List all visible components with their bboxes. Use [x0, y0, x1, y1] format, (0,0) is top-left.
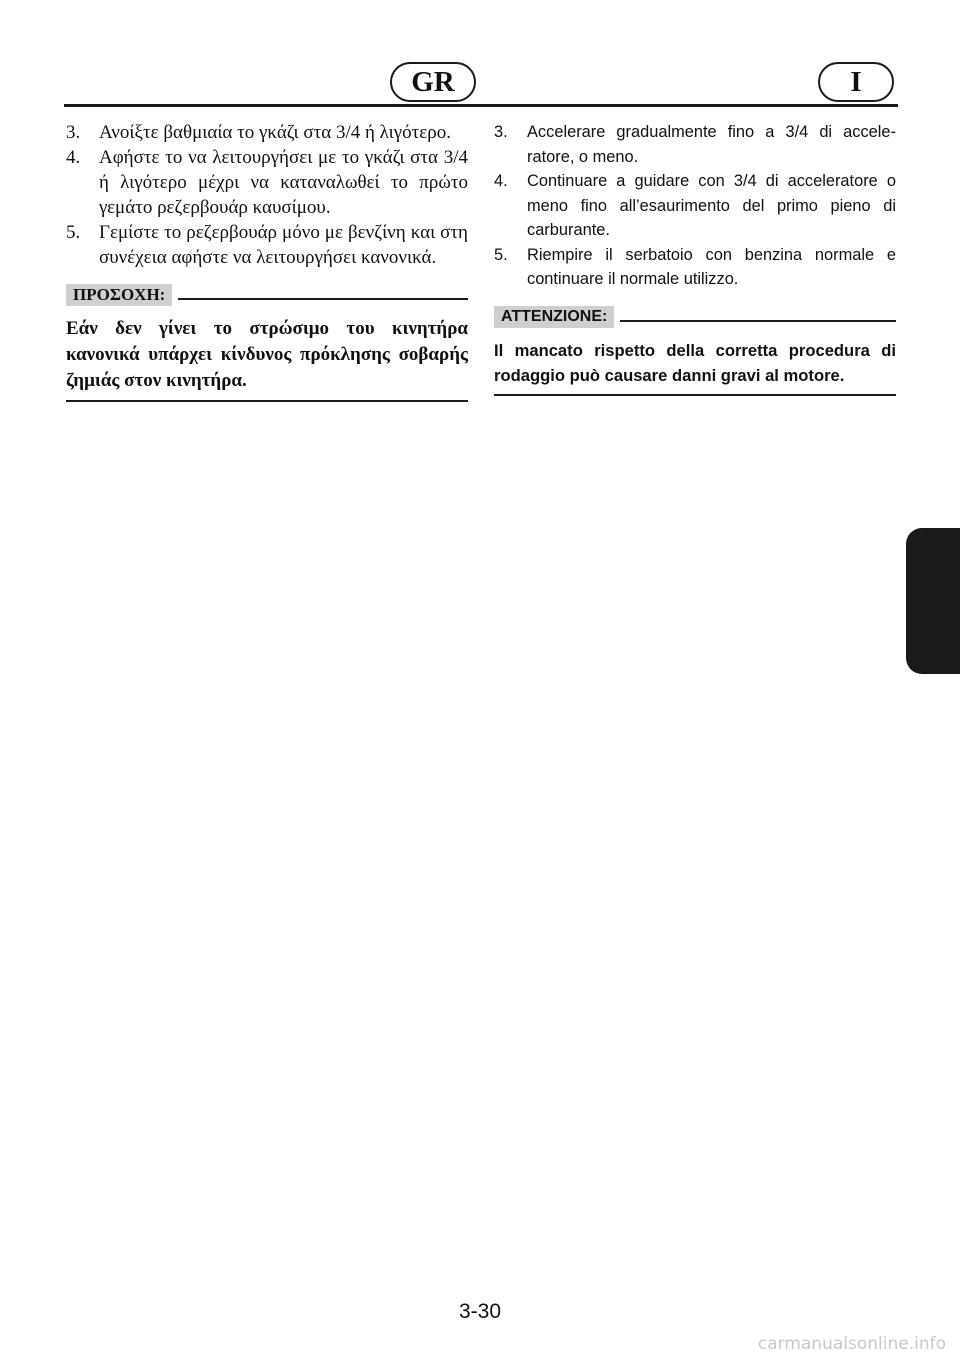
language-tab-italian: I — [818, 62, 894, 102]
section-thumb-tab — [906, 528, 960, 674]
greek-column — [66, 120, 468, 402]
list-item — [66, 220, 468, 270]
step-text: Riempire il serbatoio con benzina normale e continuare il normale utilizzo. — [527, 245, 896, 288]
list-item — [494, 243, 896, 292]
italian-steps — [494, 120, 896, 292]
step-number: 5. — [494, 245, 508, 264]
step-number: 3. — [66, 122, 81, 143]
step-number: 3. — [494, 123, 508, 141]
italian-column — [494, 120, 896, 396]
step-text: Continuare a guidare con 3/4 di acceleratore o meno fino all’esaurimento del primo pieno di carburante. — [527, 172, 896, 239]
step-text: Αφήστε το να λειτουργήσει με το γκάζι στα 3/4 ή λιγότερο μέχρι να καταναλωθεί το πρώτο γεμάτο ρεζερβουάρ καυσίμου. — [99, 147, 468, 218]
caution-text: Il mancato rispetto della corretta procedura di rodaggio può causare danni gravi al motore. — [494, 338, 896, 396]
caution-label: ATTENZIONE: — [494, 306, 614, 328]
step-number: 5. — [66, 222, 81, 243]
list-item — [66, 120, 468, 145]
step-text: Ανοίξτε βαθμιαία το γκάζι στα 3/4 ή λιγότερο. — [99, 122, 452, 143]
header-rule — [64, 104, 898, 107]
greek-steps — [66, 120, 468, 270]
step-number: 4. — [66, 147, 81, 168]
list-item — [494, 120, 896, 169]
caution-text: Εάν δεν γίνει το στρώσιμο του κινητήρα κανονικά υπάρχει κίνδυνος πρόκλησης σοβαρής ζημιάς στον κινητήρα. — [66, 316, 468, 402]
language-tab-greek: GR — [390, 62, 476, 102]
caution-label: ΠΡΟΣΟΧΗ: — [66, 284, 172, 306]
list-item — [494, 169, 896, 243]
step-text: Accelerare gradualmente fino a 3/4 di accele-ratore, o meno. — [527, 123, 896, 166]
step-text: Γεμίστε το ρεζερβουάρ μόνο με βενζίνη και στη συνέχεια αφήστε να λειτουργήσει κανονικά. — [99, 222, 468, 268]
page-number: 3-30 — [458, 1300, 502, 1323]
caution-header — [66, 284, 468, 306]
caution-header — [494, 306, 896, 328]
caution-rule — [620, 320, 896, 322]
step-number: 4. — [494, 172, 508, 190]
watermark: carmanualsonline.info — [757, 1334, 946, 1354]
caution-rule — [178, 298, 468, 300]
list-item — [66, 145, 468, 220]
